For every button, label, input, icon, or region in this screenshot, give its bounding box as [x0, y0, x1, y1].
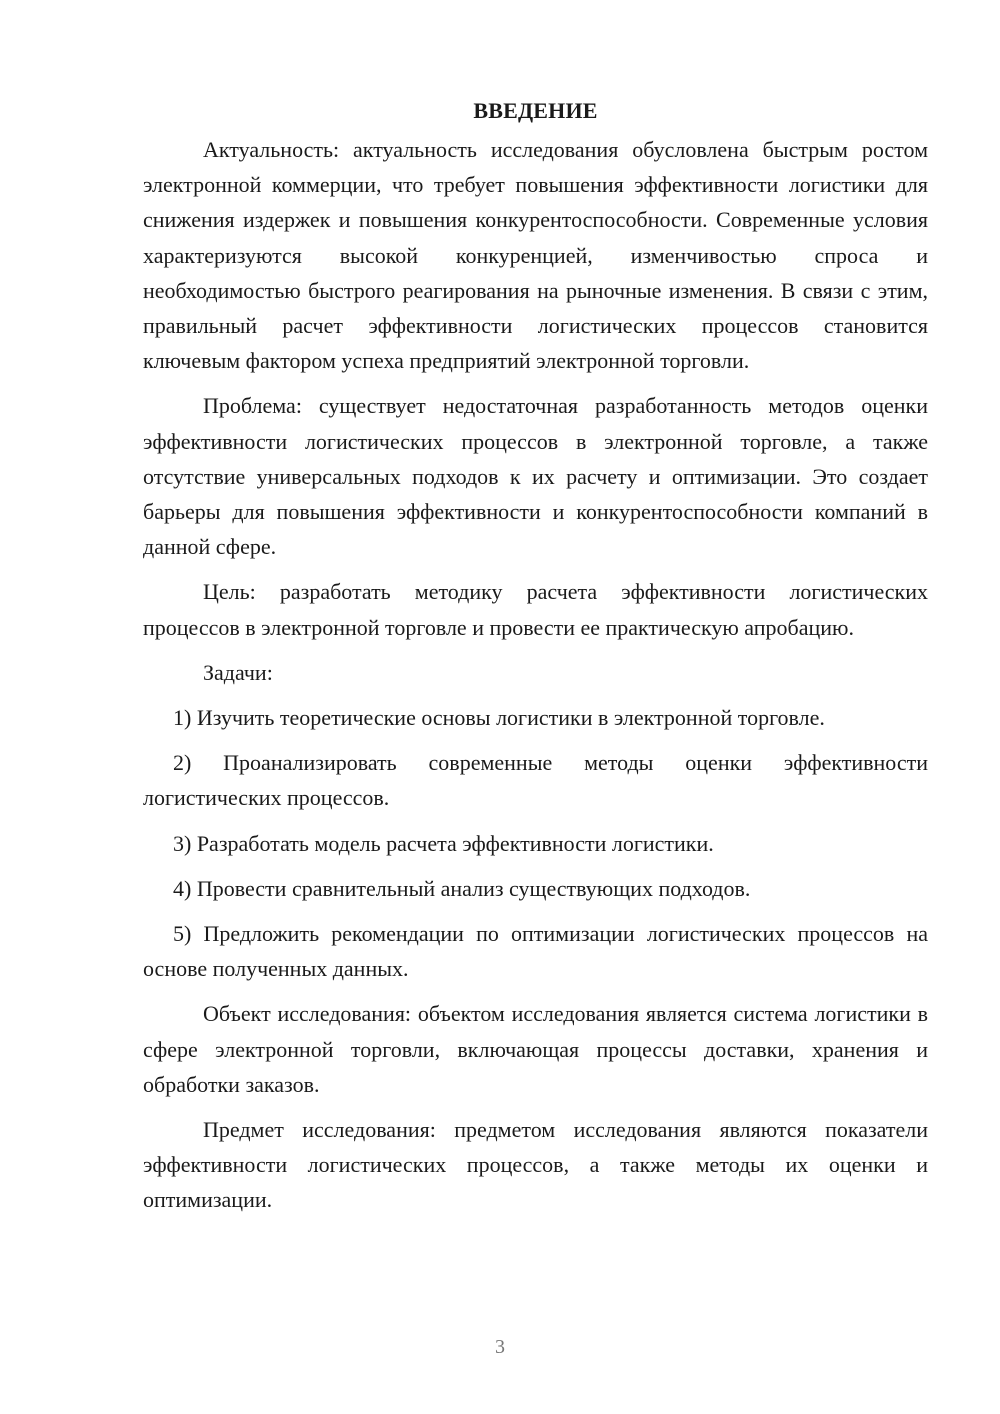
page-body	[143, 94, 928, 1228]
problem-paragraph: Проблема: существует недостаточная разработанность методов оценки эффективности логистических процессов в электронной торговле, а также отсутствие универсальных подходов к их расчету и оптимизации. Это создает барьеры для повышения эффективности и конкурентоспособности компаний в данной сфере.	[143, 393, 928, 560]
task-item-2: 2) Проанализировать современные методы оценки эффективности логистических процессов.	[143, 750, 928, 811]
goal-paragraph: Цель: разработать методику расчета эффективности логистических процессов в электронной торговле и провести ее практическую апробацию.	[143, 579, 928, 640]
relevance-paragraph: Актуальность: актуальность исследования обусловлена быстрым ростом электронной коммерции, что требует повышения эффективности логистики для снижения издержек и повышения конкурентоспособности. Современные условия характеризуются высокой конкуренцией, изменчивостью спроса и необходимостью быстрого реагирования на рыночные изменения. В связи с этим, правильный расчет эффективности логистических процессов становится ключевым фактором успеха предприятий электронной торговли.	[143, 137, 928, 374]
tasks-label: Задачи:	[203, 659, 273, 685]
subject-paragraph: Предмет исследования: предметом исследования являются показатели эффективности логистических процессов, а также методы их оценки и оптимизации.	[143, 1117, 928, 1213]
task-item-1: 1) Изучить теоретические основы логистики в электронной торговле.	[173, 705, 825, 731]
object-paragraph: Объект исследования: объектом исследования является система логистики в сфере электронной торговли, включающая процессы доставки, хранения и обработки заказов.	[143, 1001, 928, 1097]
task-item-3: 3) Разработать модель расчета эффективности логистики.	[173, 830, 714, 856]
page-number: 3	[495, 1336, 505, 1358]
section-heading: ВВЕДЕНИЕ	[473, 98, 598, 123]
task-item-4: 4) Провести сравнительный анализ существующих подходов.	[173, 875, 751, 901]
task-item-5: 5) Предложить рекомендации по оптимизации логистических процессов на основе полученных данных.	[143, 921, 928, 982]
